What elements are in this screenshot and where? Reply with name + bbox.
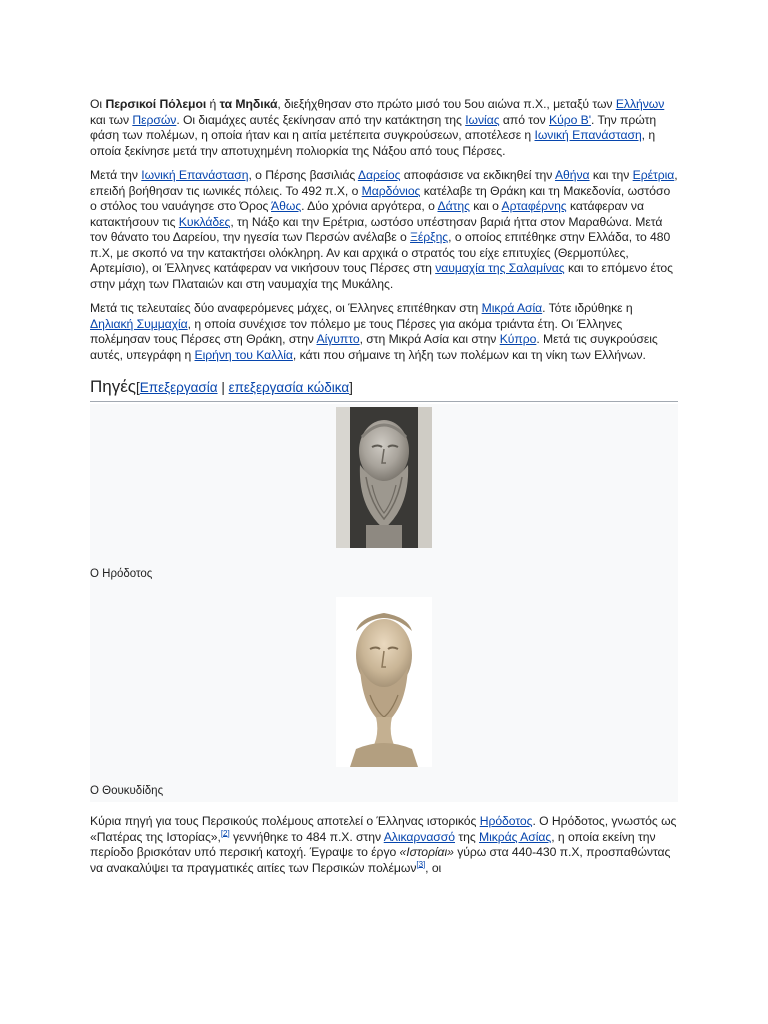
text: , η οποία ξεκίνησε μετά την αποτυχημένη πολιορκία της Νάξου από τους Πέρσες. bbox=[90, 128, 656, 158]
bracket: ] bbox=[349, 380, 353, 395]
text: . Μετά τις συγκρούσεις αυτές, υπεγράφη η bbox=[90, 332, 658, 362]
link-mardonios[interactable]: Μαρδόνιος bbox=[361, 183, 421, 198]
edit-source-link[interactable]: επεξεργασία κώδικα bbox=[228, 380, 350, 395]
link-ionia[interactable]: Ιωνίας bbox=[465, 112, 500, 127]
text: , η οποία συνέχισε τον πόλεμο με τους Πέρσες για ακόμα τριάντα έτη. Οι Έλληνες πολέμησαν τους Πέρσες στη Θράκη, στην bbox=[90, 316, 623, 346]
link-irodotos[interactable]: Ηρόδοτος bbox=[479, 814, 533, 828]
link-perses[interactable]: Περσών bbox=[132, 112, 177, 127]
link-xerxis[interactable]: Ξέρξης bbox=[410, 230, 449, 244]
text: . Ο Ηρόδοτος, γνωστός ως «Πατέρας της Ιστορίας», bbox=[90, 814, 677, 844]
text: από τον bbox=[499, 112, 549, 127]
text: , τη Νάξο και την Ερέτρια, ωστόσο υπέστησαν βαριά ήττα στον Μαραθώνα. Μετά τον θάνατο του Δαρείου, την ηγεσία των Περσών ανέλαβε ο bbox=[90, 214, 663, 244]
bold-term: Περσικοί Πόλεμοι bbox=[105, 97, 207, 111]
link-kyros[interactable]: Κύρο Β' bbox=[549, 112, 591, 127]
text: , επειδή βοήθησαν τις ιωνικές πόλεις. Το 492 π.Χ, ο bbox=[90, 168, 678, 198]
link-mikra-asia[interactable]: Μικρά Ασία bbox=[481, 301, 543, 315]
text: , διεξήχθησαν στο πρώτο μισό του 5ου αιώνα π.Χ., μεταξύ των bbox=[277, 97, 616, 111]
article-content bbox=[90, 97, 678, 885]
text: γύρω στα 440-430 π.Χ, προσπαθώντας να ανακαλύψει τα πραγματικές αιτίες των Περσικών πολέμων bbox=[90, 845, 671, 875]
text: και το επόμενο έτος στην μάχη των Πλαταιών και στη ναυμαχία της Μυκάλης. bbox=[90, 261, 673, 291]
link-diliaki-symmachia[interactable]: Δηλιακή Συμμαχία bbox=[90, 316, 188, 331]
paragraph-aftermath bbox=[90, 301, 678, 363]
link-mikras-asias[interactable]: Μικράς Ασίας bbox=[479, 829, 552, 844]
text: και των bbox=[90, 112, 133, 127]
text: . Οι διαμάχες αυτές ξεκίνησαν από την κατάκτηση της bbox=[176, 112, 466, 127]
link-eretria[interactable]: Ερέτρια bbox=[632, 168, 675, 182]
link-eirini-kallia[interactable]: Ειρήνη του Καλλία bbox=[194, 347, 293, 362]
figure-caption-thucydides: Ο Θουκυδίδης bbox=[90, 785, 164, 797]
herodotus-bust-image[interactable] bbox=[336, 407, 432, 548]
text: , ο οποίος επιτέθηκε στην Ελλάδα, το 480 π.Χ, με σκοπό να την κατακτήσει ολόκληρη. Αν και αρχικά ο στρατός του είχε επιτυχίες (Θερμοπύλες, Αρτεμίσιο), οι Έλληνες κατάφεραν να νικήσουν τους Πέρσες στη bbox=[90, 230, 671, 275]
link-alikarnassos[interactable]: Αλικαρνασσό bbox=[383, 829, 455, 844]
separator: | bbox=[217, 380, 229, 395]
text: της bbox=[455, 829, 479, 844]
edit-links bbox=[136, 380, 353, 395]
thucydides-bust-image[interactable] bbox=[336, 597, 432, 767]
link-athos[interactable]: Άθως bbox=[271, 199, 302, 213]
text: γεννήθηκε το 484 π.Χ. στην bbox=[229, 829, 384, 844]
text: Μετά τις τελευταίες δύο αναφερόμενες μάχες, οι Έλληνες επιτέθηκαν στη bbox=[90, 301, 482, 315]
link-kyklades[interactable]: Κυκλάδες bbox=[178, 214, 231, 229]
text: , οι bbox=[425, 860, 442, 875]
text: αποφάσισε να εκδικηθεί την bbox=[400, 168, 555, 182]
link-aigyptos[interactable]: Αίγυπτο bbox=[316, 332, 360, 346]
reference-link[interactable]: [3] bbox=[416, 859, 426, 869]
text: κατάφεραν να κατακτήσουν τις bbox=[90, 199, 644, 229]
bold-term: τα Μηδικά bbox=[219, 97, 278, 111]
link-ioniki-epanastasi[interactable]: Ιωνική Επανάσταση bbox=[141, 168, 249, 182]
link-ioniki-epanastasi[interactable]: Ιωνική Επανάσταση bbox=[534, 128, 642, 142]
text: . Τότε ιδρύθηκε η bbox=[542, 301, 633, 315]
text: Μετά την bbox=[90, 168, 142, 182]
text: Κύρια πηγή για τους Περσικούς πολέμους αποτελεί ο Έλληνας ιστορικός bbox=[90, 814, 480, 828]
paragraph-war-course bbox=[90, 168, 678, 292]
section-title: Πηγές bbox=[90, 377, 137, 396]
text: κατέλαβε τη Θράκη και τη Μακεδονία, ωστόσο ο στόλος του ναυάγησε στο Όρος bbox=[90, 183, 671, 213]
text: . Την πρώτη φάση των πολέμων, η οποία ήταν και η αιτία μετέπειτα συγκρούσεων, αποτέλεσε η bbox=[90, 112, 657, 142]
text: , ο Πέρσης βασιλιάς bbox=[248, 168, 358, 182]
work-title: «Ιστορίαι» bbox=[399, 845, 454, 859]
text: , η οποία εκείνη την περίοδο βρισκόταν υπό περσική κατοχή. Έγραψε το έργο bbox=[90, 829, 656, 859]
link-dareios[interactable]: Δαρείος bbox=[357, 168, 401, 182]
text: , κάτι που σήμαινε τη λήξη των πολέμων και τη νίκη των Ελλήνων. bbox=[292, 347, 646, 362]
paragraph-intro bbox=[90, 97, 678, 159]
figure-caption-herodotus: Ο Ηρόδοτος bbox=[90, 568, 153, 580]
reference-link[interactable]: [2] bbox=[220, 828, 230, 838]
text: . Δύο χρόνια αργότερα, ο bbox=[301, 199, 438, 213]
link-athina[interactable]: Αθήνα bbox=[554, 168, 590, 182]
link-naumachia-salaminas[interactable]: ναυμαχία της Σαλαμίνας bbox=[435, 261, 565, 275]
text: , στη Μικρά Ασία και στην bbox=[359, 332, 500, 346]
link-ellines[interactable]: Ελλήνων bbox=[615, 97, 665, 111]
text: Οι bbox=[90, 97, 106, 111]
figure-gallery bbox=[90, 404, 678, 802]
link-kypros[interactable]: Κύπρο bbox=[499, 332, 537, 346]
edit-link[interactable]: Επεξεργασία bbox=[139, 380, 218, 395]
link-artafernis[interactable]: Αρταφέρνης bbox=[501, 199, 567, 213]
text: και ο bbox=[469, 199, 502, 213]
section-heading-sources bbox=[90, 376, 678, 402]
paragraph-sources bbox=[90, 814, 678, 876]
link-datis[interactable]: Δάτης bbox=[437, 199, 470, 213]
bracket: [ bbox=[136, 380, 140, 395]
text: ή bbox=[206, 97, 220, 111]
text: και την bbox=[589, 168, 633, 182]
